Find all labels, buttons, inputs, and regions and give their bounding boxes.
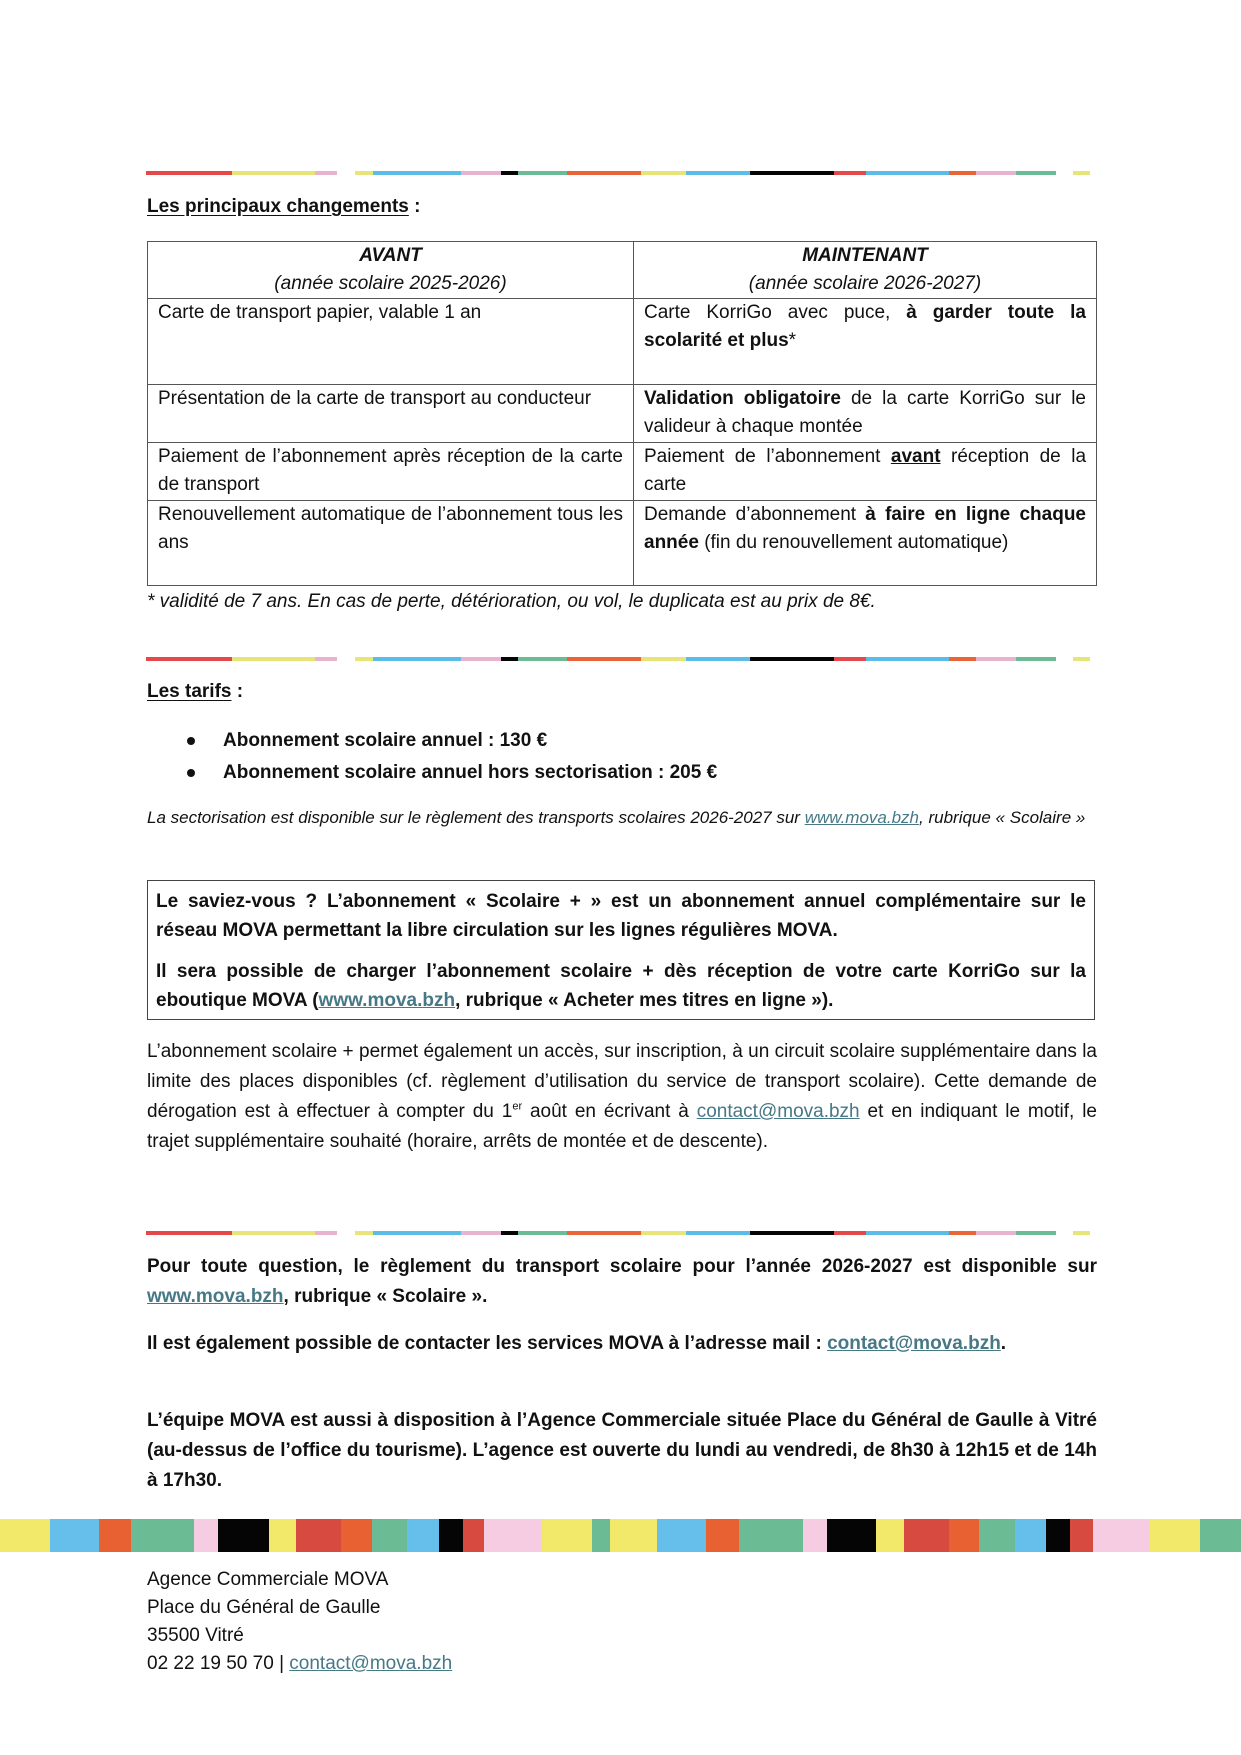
table-footnote: * validité de 7 ans. En cas de perte, détérioration, ou vol, le duplicata est au prix de 8€. (147, 591, 876, 612)
section-heading-tarifs: Les tarifs : (147, 681, 244, 702)
cell-before: Carte de transport papier, valable 1 an (148, 299, 634, 385)
mova-website-link[interactable]: www.mova.bzh (318, 990, 456, 1011)
table-row (148, 385, 1097, 443)
question-paragraph: Pour toute question, le règlement du transport scolaire pour l’année 2026-2027 est disponible sur www.mova.bzh, rubrique « Scolaire ». (147, 1256, 1097, 1307)
table-row (148, 501, 1097, 586)
cell-after: Validation obligatoire de la carte KorriGo sur le valideur à chaque montée (634, 385, 1097, 443)
scolaire-plus-paragraph: L’abonnement scolaire + permet également un accès, sur inscription, à un circuit scolaire supplémentaire dans la limite des places disponibles (cf. règlement d’utilisation du service de transport scolaire). Cette demande de dérogation est à effectuer à compter du 1er août en écrivant à contact@mova.bzh et en indiquant le motif, le trajet supplémentaire souhaité (horaire, arrêts de montée et de descente). (147, 1041, 1098, 1152)
tarifs-list (147, 725, 717, 789)
table-row (148, 443, 1097, 501)
footer-color-band (0, 1519, 1241, 1552)
contact-email-link[interactable]: contact@mova.bzh (289, 1653, 453, 1674)
column-header-avant: AVANT (année scolaire 2025-2026) (148, 242, 634, 299)
email-contact-paragraph: Il est également possible de contacter les services MOVA à l’adresse mail : contact@mova.bzh. (147, 1333, 1007, 1354)
cell-after: Demande d’abonnement à faire en ligne chaque année (fin du renouvellement automatique) (634, 501, 1097, 586)
contact-email-link[interactable]: contact@mova.bzh (696, 1101, 860, 1122)
changes-table (147, 241, 1097, 586)
mova-website-link[interactable]: www.mova.bzh (804, 808, 920, 827)
mova-website-link[interactable]: www.mova.bzh (147, 1286, 284, 1307)
cell-before: Présentation de la carte de transport au conducteur (148, 385, 634, 443)
saviez-vous-callout (147, 880, 1095, 1020)
list-item: Abonnement scolaire annuel hors sectorisation : 205 € (147, 757, 717, 789)
color-stripe-divider (0, 657, 1241, 661)
table-row (148, 299, 1097, 385)
cell-before: Renouvellement automatique de l’abonnement tous les ans (148, 501, 634, 586)
cell-after: Paiement de l’abonnement avant réception de la carte (634, 443, 1097, 501)
footer-address: Agence Commerciale MOVA Place du Général de Gaulle 35500 Vitré 02 22 19 50 70 | contact@mova.bzh (147, 1569, 453, 1674)
color-stripe-divider (0, 171, 1241, 175)
column-header-maintenant: MAINTENANT (année scolaire 2026-2027) (634, 242, 1097, 299)
bullet-icon (187, 737, 195, 745)
cell-before: Paiement de l’abonnement après réception de la carte de transport (148, 443, 634, 501)
sectorisation-note: La sectorisation est disponible sur le règlement des transports scolaires 2026-2027 sur www.mova.bzh, rubrique « Scolaire » (147, 808, 1086, 827)
list-item: Abonnement scolaire annuel : 130 € (147, 725, 717, 757)
bullet-icon (187, 769, 195, 777)
phone-number: 02 22 19 50 70 | (147, 1653, 290, 1674)
section-heading-changes: Les principaux changements : (147, 196, 421, 217)
callout-paragraph: Il sera possible de charger l’abonnement scolaire + dès réception de votre carte KorriGo sur la eboutique MOVA (www.mova.bzh, rubrique « Acheter mes titres en ligne »). (156, 961, 1086, 1011)
color-stripe-divider (0, 1231, 1241, 1235)
table-header-row (148, 242, 1097, 299)
cell-after: Carte KorriGo avec puce, à garder toute la scolarité et plus* (634, 299, 1097, 385)
contact-email-link[interactable]: contact@mova.bzh (827, 1333, 1001, 1354)
callout-paragraph: Le saviez-vous ? L’abonnement « Scolaire + » est un abonnement annuel complémentaire sur le réseau MOVA permettant la libre circulation sur les lignes régulières MOVA. (156, 891, 1086, 941)
agency-paragraph: L’équipe MOVA est aussi à disposition à l’Agence Commerciale située Place du Général de Gaulle à Vitré (au-dessus de l’office du tourisme). L’agence est ouverte du lundi au vendredi, de 8h30 à 12h15 et de 14h à 17h30. (147, 1410, 1097, 1491)
